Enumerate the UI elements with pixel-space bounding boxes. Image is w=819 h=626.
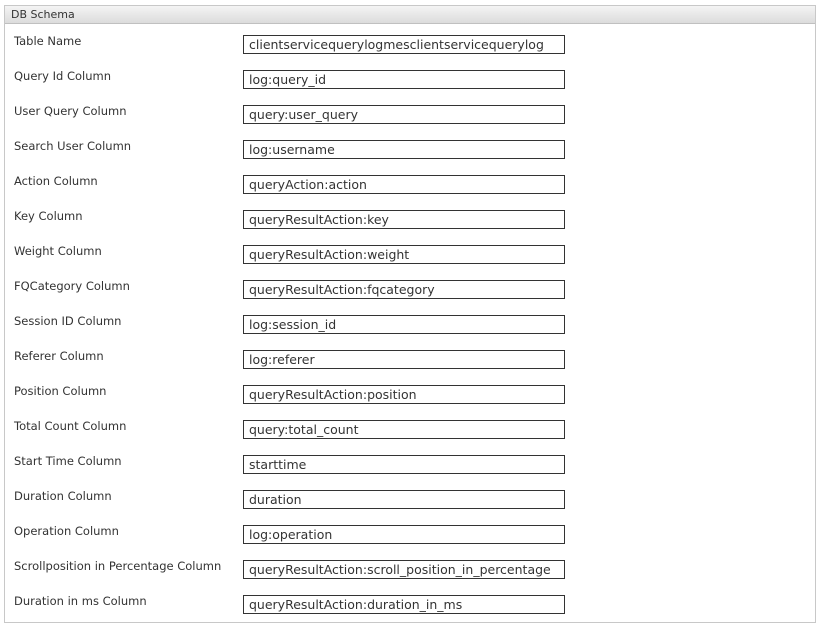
- field-label: Scrollposition in Percentage Column: [14, 559, 222, 573]
- field-input[interactable]: [243, 420, 565, 439]
- schema-field-row: [5, 199, 815, 234]
- field-label: Weight Column: [14, 244, 102, 258]
- field-label: Total Count Column: [14, 419, 127, 433]
- field-label: Start Time Column: [14, 454, 122, 468]
- schema-field-row: [5, 409, 815, 444]
- field-input[interactable]: [243, 490, 565, 509]
- field-input[interactable]: [243, 350, 565, 369]
- field-label: User Query Column: [14, 104, 127, 118]
- schema-field-row: [5, 549, 815, 584]
- field-label: Search User Column: [14, 139, 132, 153]
- field-label: Position Column: [14, 384, 107, 398]
- field-input[interactable]: [243, 385, 565, 404]
- field-input[interactable]: [243, 280, 565, 299]
- schema-field-row: [5, 339, 815, 374]
- schema-field-row: [5, 24, 815, 59]
- field-label: Action Column: [14, 174, 98, 188]
- field-label: Key Column: [14, 209, 83, 223]
- schema-field-row: [5, 164, 815, 199]
- schema-field-row: [5, 584, 815, 619]
- field-input[interactable]: [243, 35, 565, 54]
- field-input[interactable]: [243, 525, 565, 544]
- schema-field-row: [5, 269, 815, 304]
- schema-field-row: [5, 374, 815, 409]
- field-label: FQCategory Column: [14, 279, 130, 293]
- schema-field-row: [5, 304, 815, 339]
- field-input[interactable]: [243, 210, 565, 229]
- field-label: Referer Column: [14, 349, 104, 363]
- field-input[interactable]: [243, 595, 565, 614]
- field-input[interactable]: [243, 140, 565, 159]
- field-label: Session ID Column: [14, 314, 122, 328]
- schema-field-row: [5, 479, 815, 514]
- field-input[interactable]: [243, 175, 565, 194]
- field-input[interactable]: [243, 70, 565, 89]
- field-input[interactable]: [243, 105, 565, 124]
- field-input[interactable]: [243, 315, 565, 334]
- schema-field-row: [5, 129, 815, 164]
- field-label: Query Id Column: [14, 69, 111, 83]
- field-label: Table Name: [14, 34, 82, 48]
- field-label: Duration Column: [14, 489, 112, 503]
- schema-field-row: [5, 444, 815, 479]
- panel-title: DB Schema: [5, 6, 815, 24]
- schema-field-row: [5, 59, 815, 94]
- field-label: Duration in ms Column: [14, 594, 147, 608]
- field-label: Operation Column: [14, 524, 119, 538]
- field-input[interactable]: [243, 560, 565, 579]
- schema-field-row: [5, 514, 815, 549]
- schema-field-row: [5, 94, 815, 129]
- field-input[interactable]: [243, 245, 565, 264]
- schema-field-row: [5, 234, 815, 269]
- db-schema-panel: [4, 5, 816, 623]
- field-input[interactable]: [243, 455, 565, 474]
